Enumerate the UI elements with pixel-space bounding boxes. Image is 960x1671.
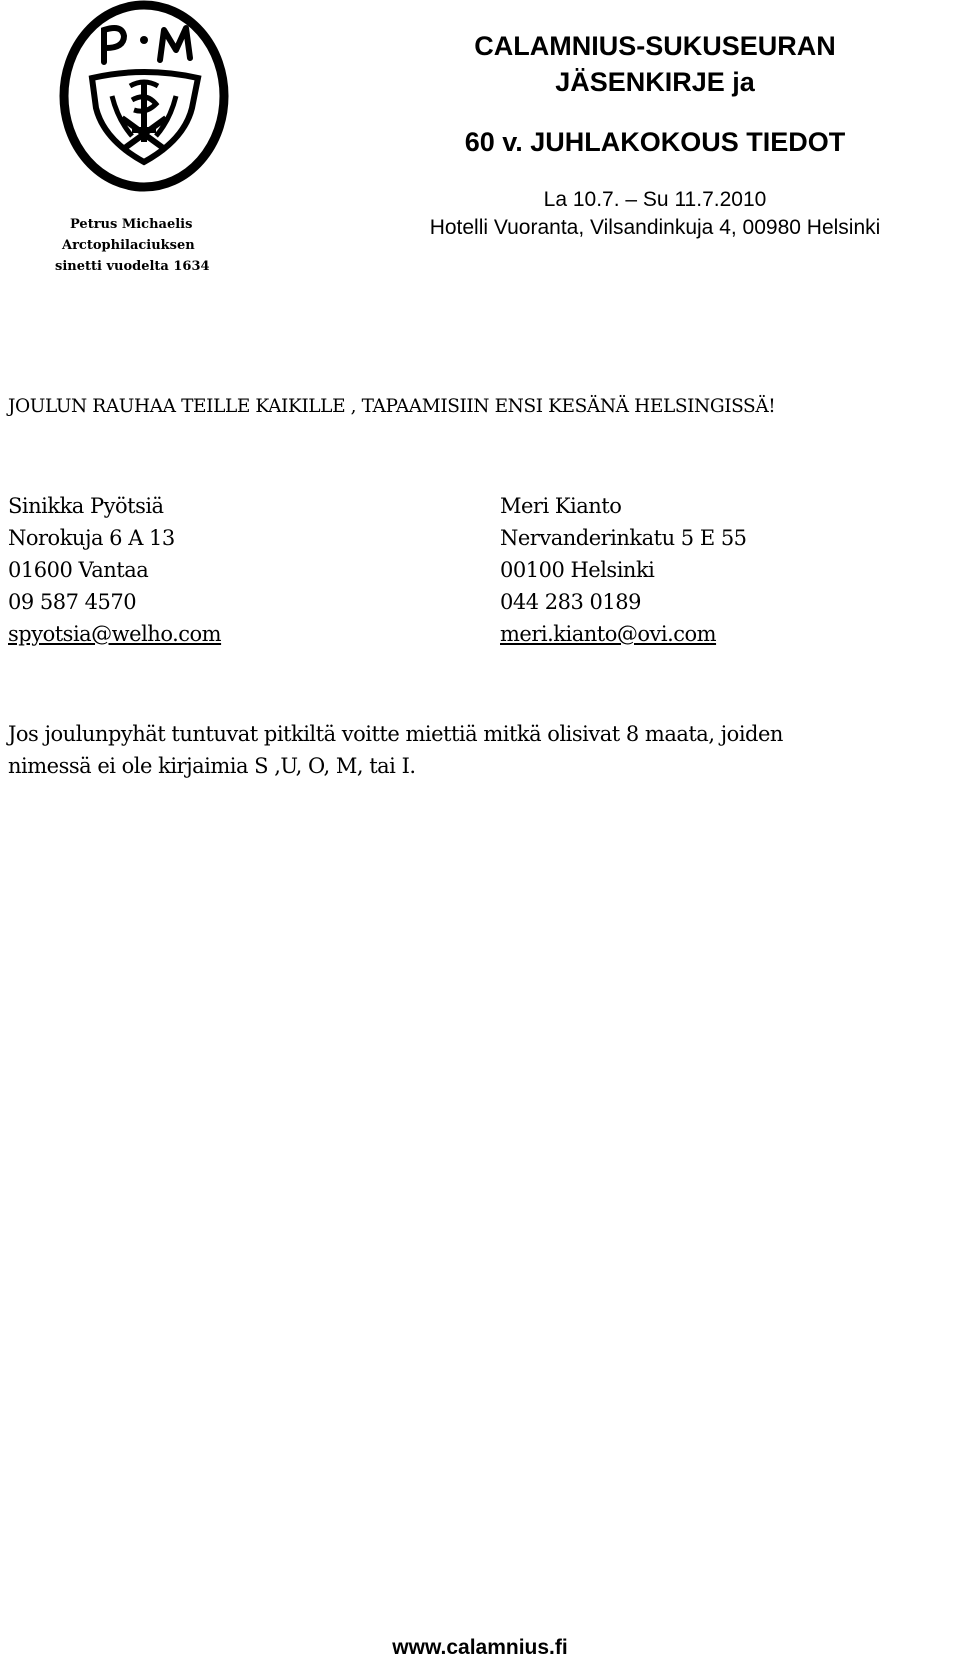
title-line-1: CALAMNIUS-SUKUSEURAN xyxy=(474,31,836,61)
event-date: La 10.7. – Su 11.7.2010 xyxy=(543,188,767,211)
contact-street: Norokuja 6 A 13 xyxy=(8,526,175,550)
event-venue: Hotelli Vuoranta, Vilsandinkuja 4, 00980 Helsinki xyxy=(429,216,881,239)
seal-caption-line: Petrus Michaelis xyxy=(70,217,193,232)
contact-name: Meri Kianto xyxy=(500,494,622,518)
seal-icon xyxy=(52,0,242,200)
contact-card xyxy=(500,490,747,650)
riddle-paragraph xyxy=(8,718,948,782)
contact-name: Sinikka Pyötsiä xyxy=(8,494,164,518)
title-line-2: JÄSENKIRJE ja xyxy=(555,67,755,97)
website-footer[interactable]: www.calamnius.fi xyxy=(392,1636,568,1659)
seal-caption-line: sinetti vuodelta 1634 xyxy=(55,259,210,274)
contact-city: 00100 Helsinki xyxy=(500,558,655,582)
contact-card xyxy=(8,490,221,650)
family-seal-logo xyxy=(52,0,242,200)
seal-caption xyxy=(55,214,255,277)
contact-street: Nervanderinkatu 5 E 55 xyxy=(500,526,747,550)
contact-phone: 044 283 0189 xyxy=(500,590,641,614)
seal-caption-line: Arctophilaciuksen xyxy=(62,238,195,253)
contact-email-link[interactable]: spyotsia@welho.com xyxy=(8,622,222,646)
letter-header xyxy=(360,28,950,242)
riddle-line: nimessä ei ole kirjaimia S ,U, O, M, tai I. xyxy=(8,754,416,778)
greeting: JOULUN RAUHAA TEILLE KAIKILLE , TAPAAMISIIN ENSI KESÄNÄ HELSINGISSÄ! xyxy=(8,396,776,417)
contact-phone: 09 587 4570 xyxy=(8,590,137,614)
subtitle: 60 v. JUHLAKOKOUS TIEDOT xyxy=(464,127,846,157)
contact-city: 01600 Vantaa xyxy=(8,558,149,582)
contact-email-link[interactable]: meri.kianto@ovi.com xyxy=(500,622,717,646)
riddle-line: Jos joulunpyhät tuntuvat pitkiltä voitte miettiä mitkä olisivat 8 maata, joiden xyxy=(8,722,783,746)
